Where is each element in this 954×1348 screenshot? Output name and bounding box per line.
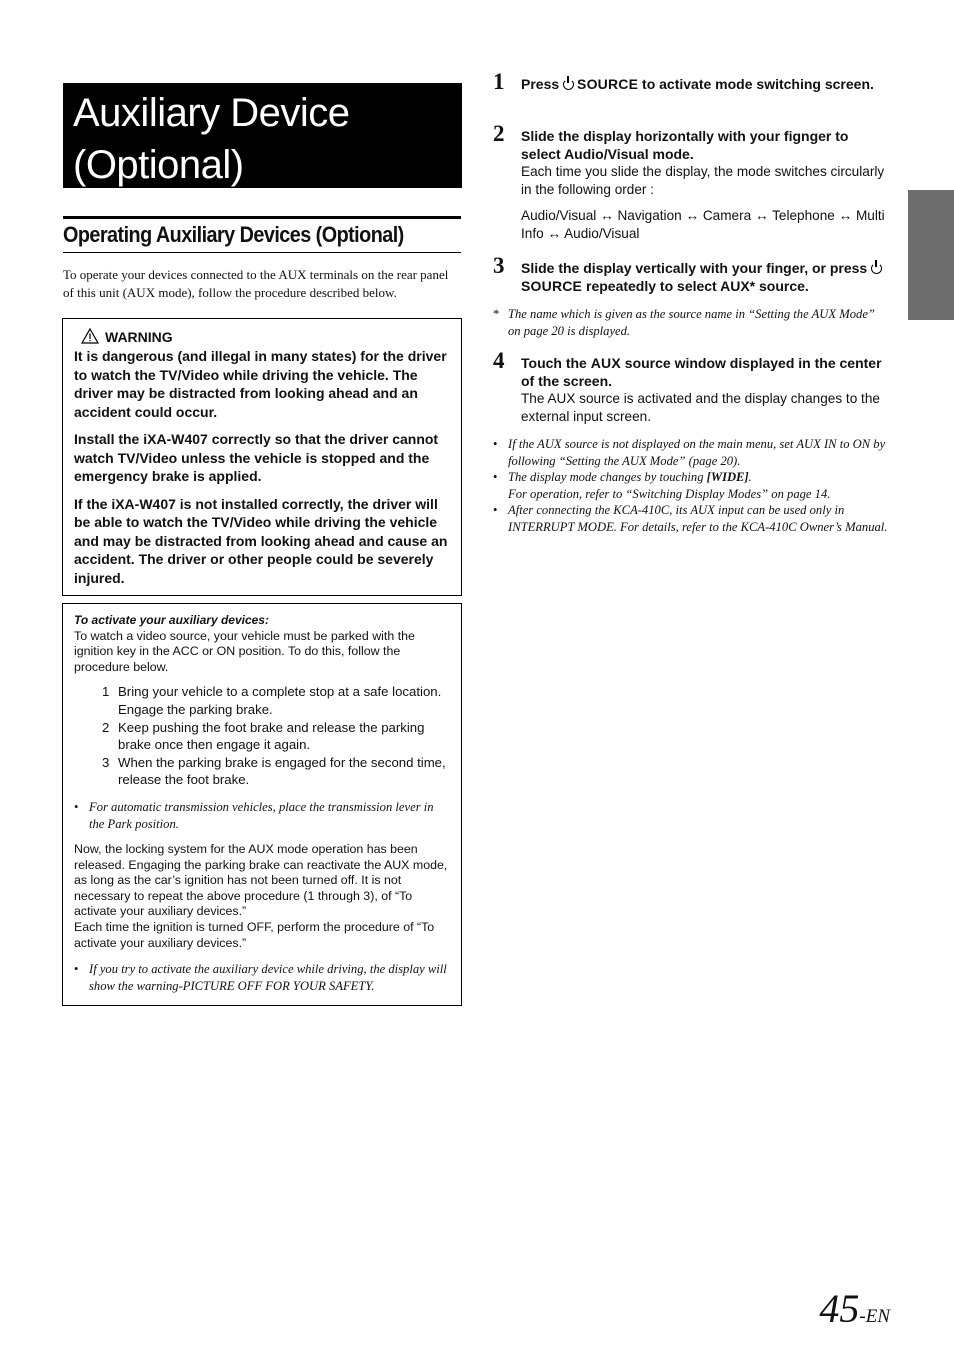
- note-text: [508, 469, 830, 502]
- bullet-icon: •: [493, 437, 498, 451]
- bullet-icon: •: [493, 503, 498, 517]
- chapter-title: [63, 83, 462, 188]
- step-number: 3: [102, 754, 110, 770]
- intro-paragraph: To operate your devices connected to the AUX terminals on the rear panel of this unit (AUX mode), follow the procedure described below.: [63, 267, 449, 300]
- step-text: source window displayed in the center of the screen.: [521, 355, 882, 389]
- step-1: [493, 69, 891, 94]
- bullet-icon: •: [493, 470, 498, 484]
- note-text: If you try to activate the auxiliary device while driving, the display will show the warning-PICTURE OFF FOR YOUR SAFETY.: [89, 962, 447, 994]
- warning-box: [62, 318, 462, 596]
- power-icon: [871, 263, 882, 274]
- step-text: to activate mode switching screen.: [642, 76, 874, 92]
- step-text: Keep pushing the foot brake and release the parking brake once then engage it again.: [118, 719, 425, 753]
- step-instruction: [521, 354, 891, 390]
- activate-title: To activate your auxiliary devices:: [74, 613, 269, 627]
- page-number-value: 45: [819, 1286, 860, 1331]
- step-number: 2: [102, 719, 110, 735]
- note-text-part: For operation, refer to “Switching Display Modes” on page 14.: [508, 486, 831, 501]
- warning-header: [81, 327, 451, 347]
- bullet-note: [493, 502, 888, 535]
- chapter-tab-marker: [908, 190, 954, 320]
- source-key-label: SOURCE: [521, 278, 583, 294]
- list-item: [102, 683, 451, 718]
- step-number: 3: [493, 253, 505, 278]
- step-text: Touch the: [521, 355, 587, 371]
- chapter-title-line-2: (Optional): [73, 143, 244, 187]
- step-3: [493, 253, 891, 295]
- step-number: 2: [493, 121, 505, 146]
- footnote: [493, 306, 888, 339]
- bullet-note: [493, 469, 888, 502]
- step-text: repeatedly to select AUX* source.: [586, 278, 809, 294]
- step-text: When the parking brake is engaged for the second time, release the foot brake.: [118, 754, 446, 788]
- power-icon: [563, 79, 574, 90]
- step-description: Each time you slide the display, the mode switches circularly in the following order :: [521, 164, 885, 197]
- page-number: [819, 1285, 890, 1332]
- activate-intro: To watch a video source, your vehicle must be parked with the ignition key in the ACC or ON position. To do this, follow the procedure below.: [74, 628, 415, 674]
- bullet-note: [493, 436, 888, 469]
- activate-paragraph: Each time the ignition is turned OFF, perform the procedure of “To activate your auxiliary devices.”: [74, 919, 435, 950]
- wide-key-label: [WIDE]: [706, 470, 749, 484]
- step-instruction: [521, 259, 891, 295]
- warning-paragraph: It is dangerous (and illegal in many states) for the driver to watch the TV/Video while driving the vehicle. The driver may be distracted from looking ahead and an accident could occur.: [74, 348, 447, 420]
- source-key-label: SOURCE: [577, 76, 639, 92]
- warning-triangle-icon: [81, 328, 99, 347]
- step-4: [493, 348, 891, 426]
- note-text: For automatic transmission vehicles, place the transmission lever in the Park position.: [89, 799, 434, 831]
- step-instruction: [521, 75, 891, 93]
- section-heading-text: Operating Auxiliary Devices (Optional): [63, 222, 404, 247]
- activate-box: [62, 603, 462, 1006]
- mode-order: Audio/Visual ↔ Navigation ↔ Camera ↔ Telephone ↔ Multi Info ↔ Audio/Visual: [521, 208, 885, 241]
- section-heading: [63, 216, 461, 253]
- warning-paragraph: Install the iXA-W407 correctly so that the driver cannot watch TV/Video unless the vehicle is stopped and the emergency brake is applied.: [74, 431, 439, 484]
- bullet-icon: •: [74, 962, 79, 977]
- step-description: The AUX source is activated and the display changes to the external input screen.: [521, 391, 880, 424]
- list-item: [102, 754, 451, 789]
- activate-paragraph: Now, the locking system for the AUX mode operation has been released. Engaging the parking brake can reactivate the AUX mode, as long as the car’s ignition has not been turned off. It is not necessary to repeat the above procedure (1 through 3), of “To activate your auxiliary devices.”: [74, 841, 448, 919]
- bullet-icon: •: [74, 799, 79, 814]
- aux-key-label: AUX: [590, 355, 621, 371]
- step-text: Slide the display vertically with your finger, or press: [521, 260, 868, 276]
- step-text: Press: [521, 76, 560, 92]
- footnote-text: The name which is given as the source name in “Setting the AUX Mode” on page 20 is displayed.: [508, 307, 875, 338]
- list-item: [102, 719, 451, 754]
- step-number: 1: [102, 684, 110, 700]
- footnote-mark: *: [493, 307, 500, 321]
- step-2: [493, 121, 891, 243]
- page-number-suffix: -EN: [859, 1306, 890, 1327]
- step-number: 1: [493, 69, 505, 94]
- activate-steps: [74, 683, 451, 789]
- bullet-note: [74, 799, 451, 833]
- chapter-title-line-1: Auxiliary Device: [73, 91, 350, 135]
- step-number: 4: [493, 348, 505, 373]
- note-text-part: The display mode changes by touching: [508, 470, 707, 484]
- warning-paragraph: If the iXA-W407 is not installed correctly, the driver will be able to watch the TV/Video while driving the vehicle and may be distracted from looking ahead and cause an accident. The driver or other people could be severely injured.: [74, 495, 448, 586]
- bullet-note: [74, 961, 451, 995]
- step-text: Bring your vehicle to a complete stop at a safe location. Engage the parking brake.: [118, 684, 442, 717]
- note-text: If the AUX source is not displayed on the main menu, set AUX IN to ON by following “Setting the AUX Mode” (page 20).: [508, 437, 886, 468]
- note-text: After connecting the KCA-410C, its AUX input can be used only in INTERRUPT MODE. For details, refer to the KCA-410C Owner’s Manual.: [508, 503, 888, 534]
- step-body: [521, 127, 891, 243]
- note-text-part: .: [748, 470, 752, 484]
- step-body: [521, 354, 891, 426]
- step-instruction: Slide the display horizontally with your fignger to select Audio/Visual mode.: [521, 128, 849, 162]
- warning-label: WARNING: [105, 329, 173, 345]
